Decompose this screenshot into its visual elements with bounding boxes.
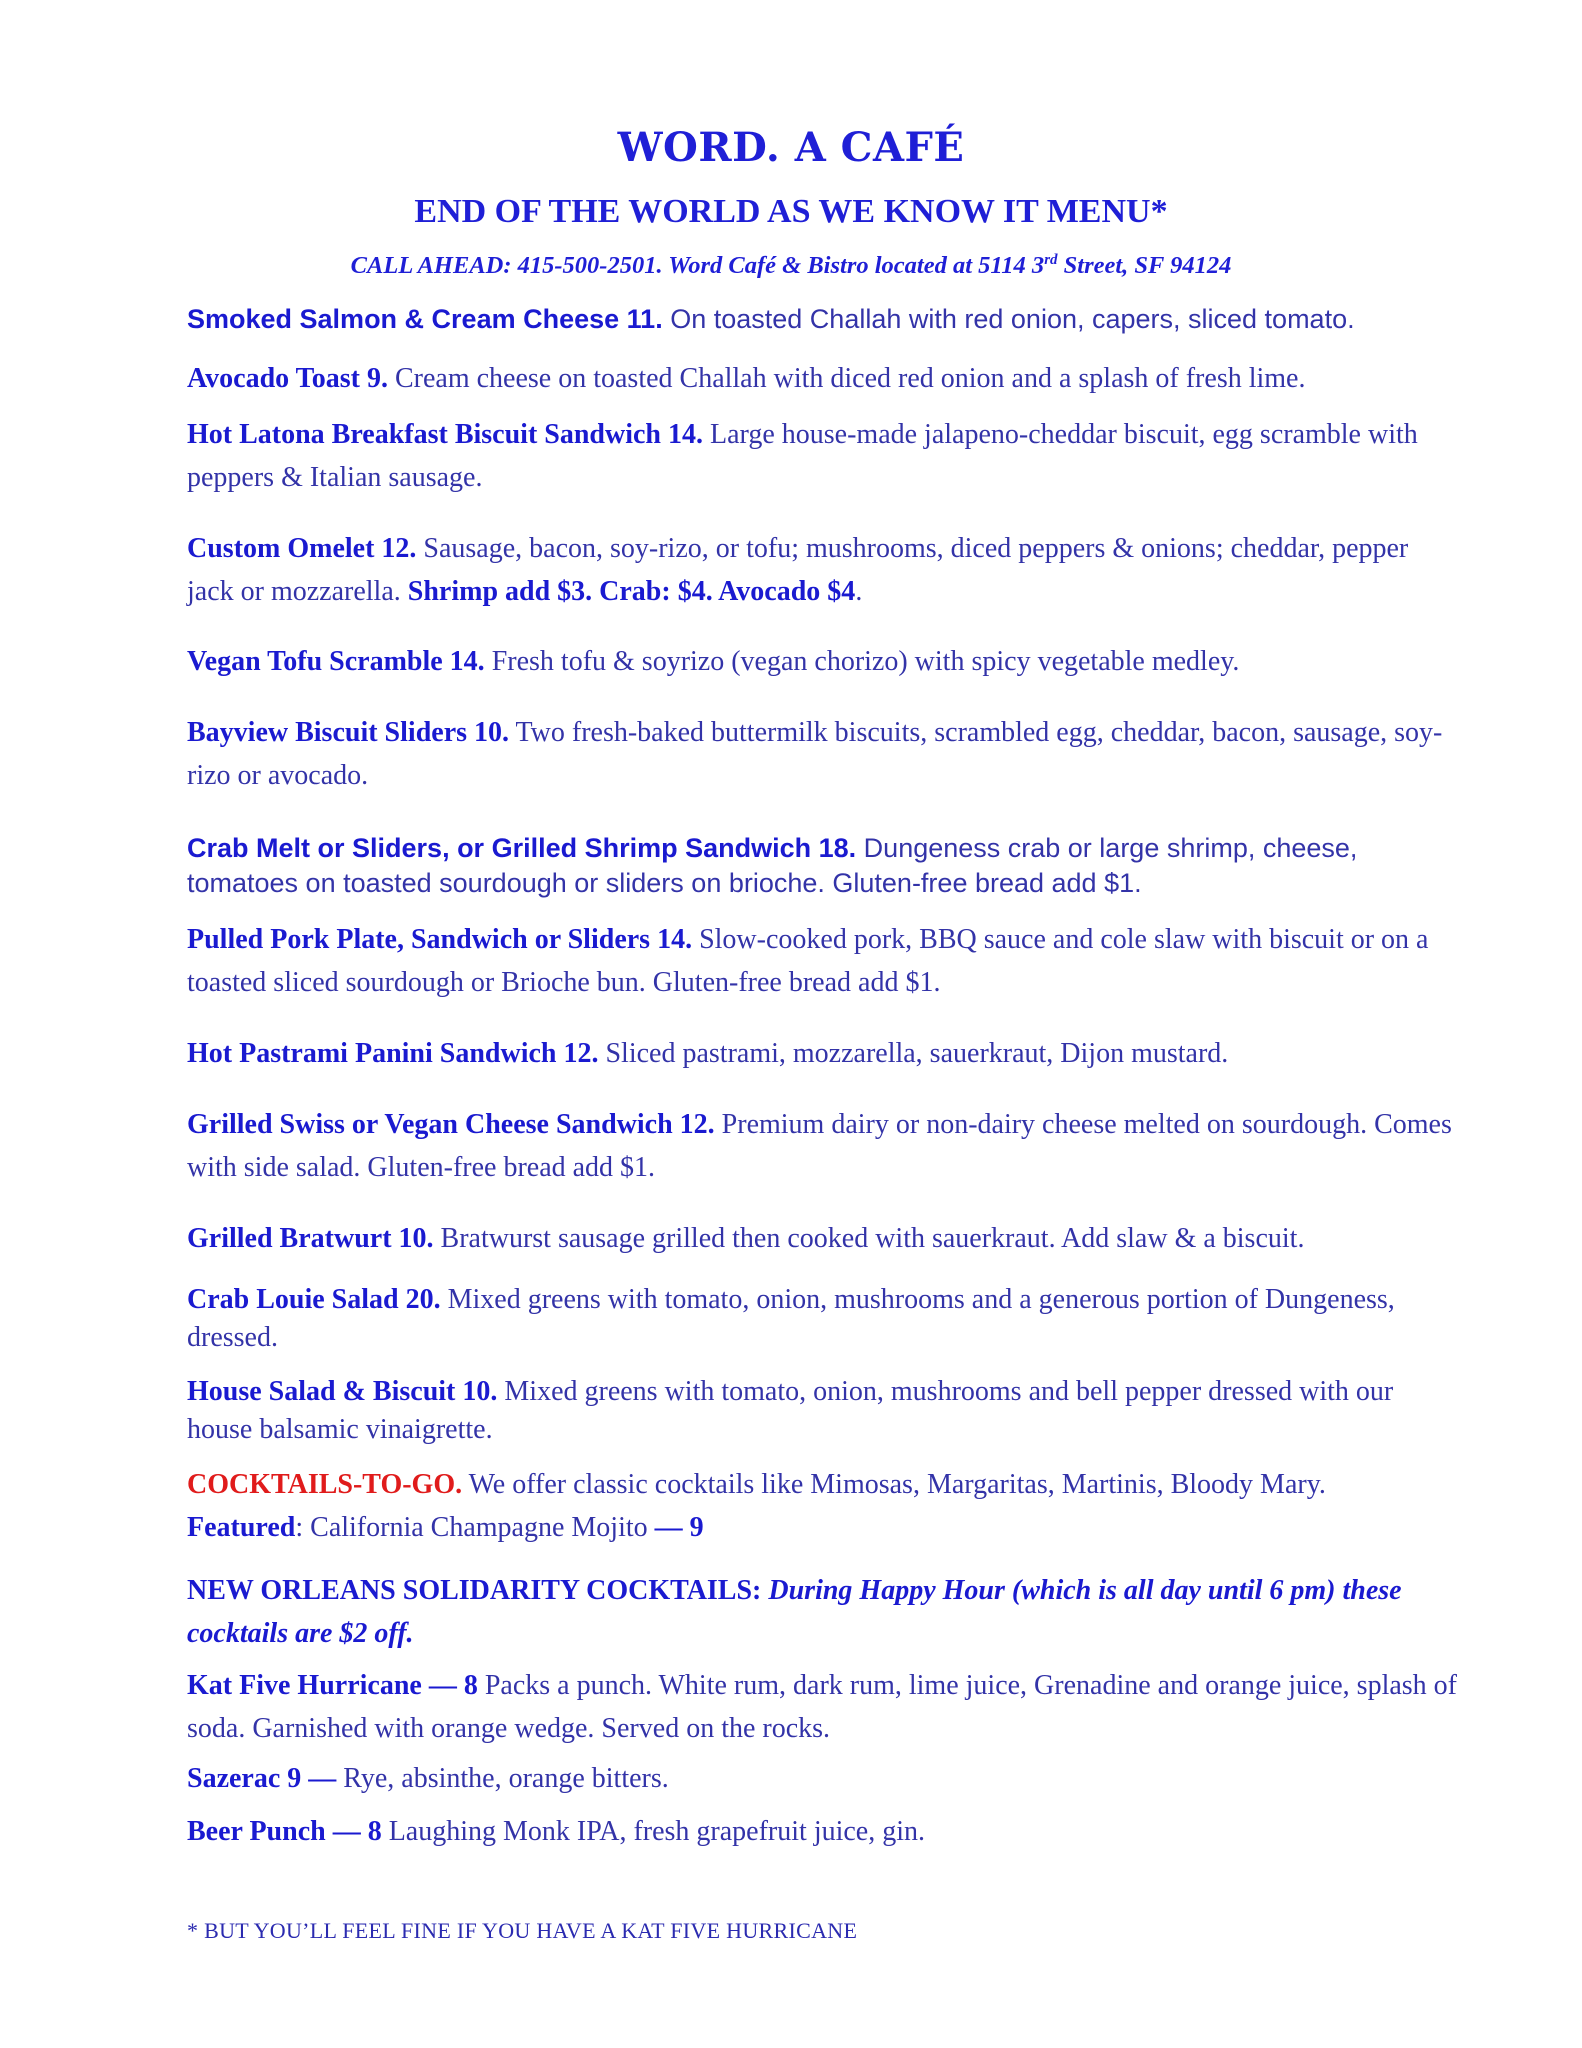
menu-item-custom-omelet [187,527,1457,613]
menu-item-crab-louie [187,1281,1457,1357]
item-description: Dungeness crab or large shrimp, cheese, tomatoes on toasted sourdough or sliders on brioche. Gluten-free bread add $1. [187,833,1358,898]
featured-price: — 9 [654,1512,704,1543]
item-name: Custom Omelet 12. [187,533,417,564]
item-name: Bayview Biscuit Sliders 10. [187,717,510,748]
drink-kat-five-hurricane [187,1664,1457,1750]
item-description: Sliced pastrami, mozzarella, sauerkraut, Dijon mustard. [598,1038,1229,1069]
menu-item-bratwurt [187,1217,1457,1260]
item-description: Sausage, bacon, soy-rizo, or tofu; mushrooms, diced peppers & onions; cheddar, pepper jack or mozzarella. [187,533,1409,607]
menu-item-latona-biscuit [187,413,1457,499]
call-ahead-line [0,252,1582,280]
solidarity-cocktails [187,1569,1457,1655]
cocktails-description: We offer classic cocktails like Mimosas, Margaritas, Martinis, Bloody Mary. [462,1469,1326,1500]
item-description: Mixed greens with tomato, onion, mushrooms and a generous portion of Dungeness, dressed. [187,1284,1395,1353]
item-name: Pulled Pork Plate, Sandwich or Sliders 14. [187,924,693,955]
item-description: Large house-made jalapeno-cheddar biscuit, egg scramble with peppers & Italian sausage. [187,419,1418,493]
menu-item-crab-melt [187,831,1457,901]
item-name: Grilled Bratwurt 10. [187,1223,434,1254]
drink-description: Laughing Monk IPA, fresh grapefruit juice, gin. [381,1816,926,1847]
item-name: Hot Latona Breakfast Biscuit Sandwich 14. [187,419,703,450]
cocktails-to-go [187,1463,1457,1549]
menu-item-house-salad [187,1373,1457,1449]
menu-item-vegan-tofu [187,640,1457,683]
item-description: Bratwurst sausage grilled then cooked with sauerkraut. Add slaw & a biscuit. [433,1223,1305,1254]
item-description: Premium dairy or non-dairy cheese melted on sourdough. Comes with side salad. Gluten-free bread add $1. [187,1109,1452,1183]
item-description: Two fresh-baked buttermilk biscuits, scrambled egg, cheddar, bacon, sausage, soy-rizo or avocado. [187,717,1443,791]
ordinal-suffix: rd [1044,252,1058,268]
item-addons: Shrimp add $3. Crab: $4. Avocado $4 [407,576,856,607]
item-name: Grilled Swiss or Vegan Cheese Sandwich 12. [187,1109,715,1140]
menu-item-smoked-salmon [187,302,1457,337]
featured-text: : California Champagne Mojito [295,1512,655,1543]
item-description: Mixed greens with tomato, onion, mushrooms and bell pepper dressed with our house balsamic vinaigrette. [187,1376,1394,1445]
item-description: Cream cheese on toasted Challah with diced red onion and a splash of fresh lime. [387,363,1306,394]
solidarity-heading: NEW ORLEANS SOLIDARITY COCKTAILS: [187,1575,762,1606]
footnote: * BUT YOU’LL FEEL FINE IF YOU HAVE A KAT FIVE HURRICANE [187,1918,858,1943]
menu-item-pastrami [187,1032,1457,1075]
item-name: Crab Louie Salad 20. [187,1284,441,1315]
page-subtitle: END OF THE WORLD AS WE KNOW IT MENU* [414,193,1168,230]
item-description: On toasted Challah with red onion, capers, sliced tomato. [662,304,1355,334]
item-description: Fresh tofu & soyrizo (vegan chorizo) with spicy vegetable medley. [484,646,1240,677]
solidarity-note: During Happy Hour (which is all day until 6 pm) these cocktails are $2 off. [187,1575,1402,1649]
call-ahead-text: CALL AHEAD: 415-500-2501. Word Café & Bistro located at 5114 3 [350,252,1045,280]
item-name: House Salad & Biscuit 10. [187,1376,498,1407]
item-tail: . [855,576,863,607]
drink-beer-punch [187,1810,1457,1853]
page-title: WORD. A CAFÉ [617,124,965,171]
item-name: Avocado Toast 9. [187,363,388,394]
call-ahead-text-end: Street, SF 94124 [1057,252,1232,280]
menu-item-bayview-sliders [187,711,1457,797]
menu-item-pulled-pork [187,918,1457,1004]
drink-description: Rye, absinthe, orange bitters. [336,1763,669,1794]
item-name: Crab Melt or Sliders, or Grilled Shrimp Sandwich 18. [187,833,857,863]
featured-label: Featured [187,1512,296,1543]
drink-description: Packs a punch. White rum, dark rum, lime juice, Grenadine and orange juice, splash of soda. Garnished with orange wedge. Served on the rocks. [187,1670,1458,1744]
drink-name: Kat Five Hurricane — 8 [187,1670,478,1701]
menu-item-avocado-toast [187,357,1457,400]
item-name: Smoked Salmon & Cream Cheese 11. [187,304,663,334]
item-name: Vegan Tofu Scramble 14. [187,646,485,677]
menu-item-grilled-cheese [187,1103,1457,1189]
item-description: Slow-cooked pork, BBQ sauce and cole slaw with biscuit or on a toasted sliced sourdough or Brioche bun. Gluten-free bread add $1. [187,924,1429,998]
item-name: Hot Pastrami Panini Sandwich 12. [187,1038,599,1069]
drink-name: Sazerac 9 — [187,1763,337,1794]
cocktails-heading: COCKTAILS-TO-GO. [187,1469,463,1500]
drink-sazerac [187,1757,1457,1800]
drink-name: Beer Punch — 8 [187,1816,382,1847]
